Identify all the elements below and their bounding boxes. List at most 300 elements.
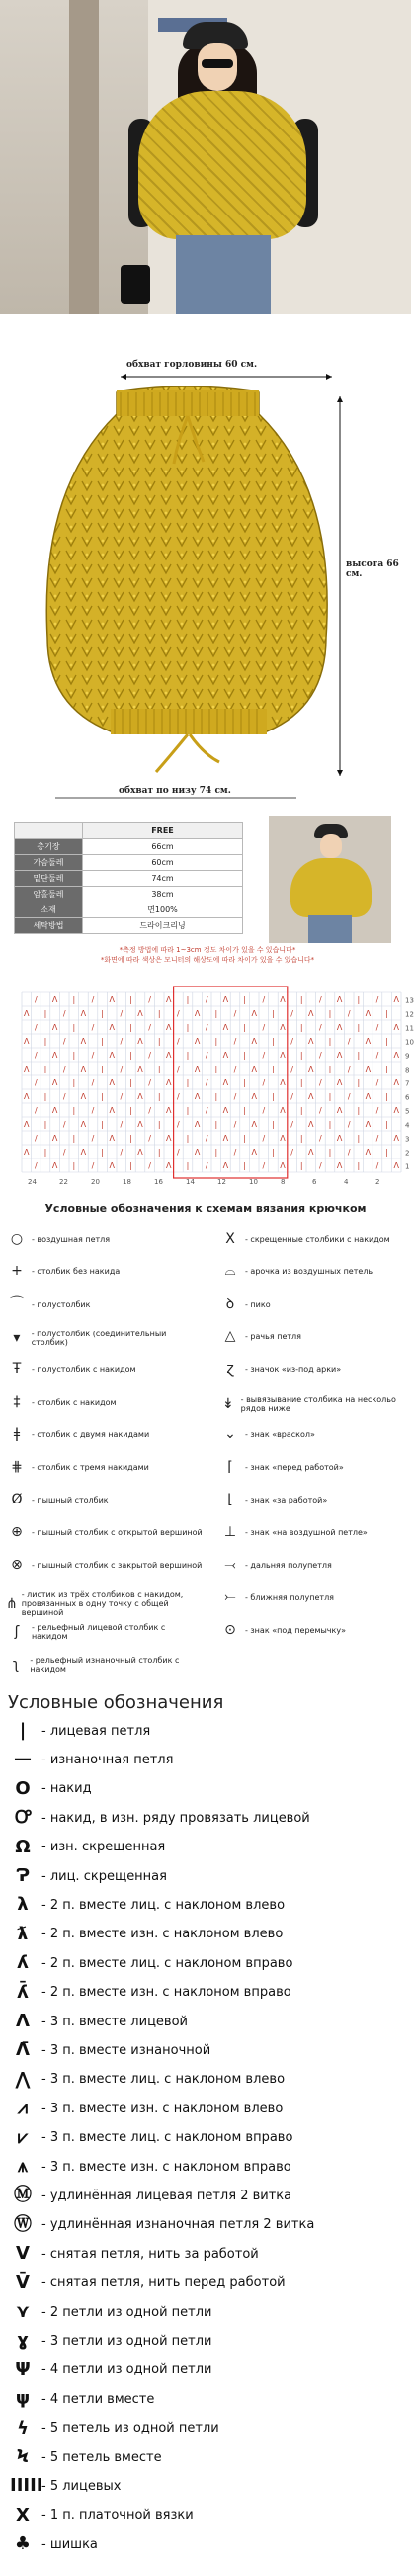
chart-stitch-mark: | — [129, 1051, 132, 1061]
chart-stitch-mark: / — [148, 1051, 151, 1061]
stitch-symbol-icon: ⊙ — [224, 1622, 236, 1638]
chart-stitch-mark: / — [148, 1078, 151, 1088]
chart-stitch-mark: | — [299, 995, 303, 1005]
legend2-item — [10, 2332, 405, 2350]
legend2-item — [10, 2303, 405, 2321]
chart-stitch-mark: | — [328, 1065, 332, 1074]
chart-row-number: 11 — [405, 1024, 414, 1033]
legend2-label: - 2 п. вместе изн. с наклоном влево — [42, 1927, 284, 1942]
legend2-item — [10, 2245, 405, 2263]
legend2-item — [10, 1836, 405, 1857]
chart-stitch-mark: | — [243, 1106, 246, 1116]
legend1-label: - ближняя полупетля — [245, 1592, 334, 1602]
legend1-item — [6, 1297, 204, 1311]
legend1-label: - полустолбик — [32, 1299, 91, 1309]
stitch-symbol-icon: ⌊ — [227, 1492, 233, 1507]
chart-stitch-mark: | — [186, 1023, 190, 1033]
chart-stitch-mark: / — [262, 1161, 266, 1171]
stitch-symbol-icon: ⌒ — [10, 1296, 24, 1312]
legend1-item — [6, 1362, 204, 1376]
chart-stitch-mark: | — [186, 1161, 190, 1171]
neck-measurement-label: обхват горловины 60 см. — [126, 360, 258, 370]
stitch-symbol-icon: ʅ — [12, 1657, 20, 1673]
chart-stitch-mark: | — [186, 1134, 190, 1144]
legend2-label: - 3 п. вместе изнаночной — [42, 2042, 211, 2058]
chart-stitch-mark: Λ — [280, 1106, 286, 1116]
chart-stitch-mark: | — [43, 1148, 47, 1158]
legend2-item — [10, 1954, 405, 1972]
chart-stitch-mark: / — [62, 1037, 66, 1047]
chart-stitch-mark: Λ — [80, 1009, 87, 1019]
chart-stitch-mark: | — [357, 1078, 361, 1088]
chart-col-number: 4 — [344, 1178, 349, 1186]
legend2-item — [10, 2213, 405, 2235]
stitch-symbol-icon: Ŧ — [12, 1361, 22, 1377]
chart-stitch-mark: Λ — [166, 1134, 172, 1144]
chart-stitch-mark: Λ — [80, 1037, 87, 1047]
chart-stitch-mark: / — [290, 1092, 293, 1102]
chart-stitch-mark: | — [299, 1106, 303, 1116]
legend2-label: - накид, в изн. ряду провязать лицевой — [42, 1810, 310, 1826]
chart-col-number: 6 — [312, 1178, 317, 1186]
chart-stitch-mark: Λ — [280, 1134, 286, 1144]
chart-stitch-mark: Λ — [80, 1120, 87, 1130]
legend2-item — [10, 1981, 405, 2003]
chart-stitch-mark: Λ — [166, 1023, 172, 1033]
chart-stitch-mark: | — [385, 1148, 388, 1158]
legend2-label: - снятая петля, нить перед работой — [42, 2275, 286, 2291]
stitch-symbol-icon: ⊗ — [11, 1557, 23, 1573]
table-row: 총기장 66cm — [15, 839, 243, 855]
chart-stitch-mark: / — [233, 1037, 237, 1047]
legend1-label: - арочка из воздушных петель — [245, 1266, 374, 1276]
chart-col-number: 24 — [28, 1178, 37, 1186]
legend2-label: - удлинённая изнаночная петля 2 витка — [42, 2217, 315, 2233]
chart-stitch-mark: / — [347, 1092, 351, 1102]
legend1-item — [219, 1558, 407, 1572]
chart-stitch-mark: | — [272, 1065, 275, 1074]
chart-stitch-mark: | — [243, 1161, 246, 1171]
chart-stitch-mark: | — [214, 1120, 218, 1130]
chart-stitch-mark: Λ — [109, 1106, 115, 1116]
knit-symbol-icon: ɣ — [17, 2330, 29, 2352]
chart-stitch-mark: | — [357, 1161, 361, 1171]
chart-stitch-mark: / — [262, 995, 266, 1005]
size-header: FREE — [83, 823, 243, 839]
chart-stitch-mark: Λ — [166, 1106, 172, 1116]
chart-stitch-mark: | — [43, 1037, 47, 1047]
chart-row-number: 9 — [405, 1052, 410, 1061]
chart-stitch-mark: Λ — [308, 1148, 314, 1158]
chart-stitch-mark: Λ — [393, 995, 399, 1005]
chart-stitch-mark: | — [157, 1009, 161, 1019]
chart-stitch-mark: | — [272, 1092, 275, 1102]
chart-stitch-mark: / — [148, 1023, 151, 1033]
legend1-label: - столбик с накидом — [32, 1397, 117, 1407]
chart-stitch-mark: / — [205, 1106, 208, 1116]
legend1-item — [219, 1330, 407, 1343]
chart-stitch-mark: Λ — [109, 1051, 115, 1061]
chart-stitch-mark: | — [272, 1120, 275, 1130]
stitch-symbol-icon: ⌄ — [224, 1426, 236, 1442]
chart-stitch-mark: Λ — [393, 1078, 399, 1088]
chart-stitch-mark: / — [91, 1161, 95, 1171]
chart-stitch-mark: | — [243, 1023, 246, 1033]
legend2-label: - 5 петель из одной петли — [42, 2421, 219, 2437]
chart-stitch-mark: | — [157, 1120, 161, 1130]
chart-stitch-mark: | — [157, 1148, 161, 1158]
chart-stitch-mark: Λ — [280, 1051, 286, 1061]
knit-symbol-icon: ⩗ — [17, 2126, 29, 2148]
legend2-label: - 3 п. вместе лиц. с наклоном влево — [42, 2072, 286, 2088]
chart-stitch-mark: Λ — [222, 1023, 229, 1033]
chart-stitch-mark: | — [299, 1134, 303, 1144]
legend1-item — [219, 1493, 407, 1506]
legend1-item — [6, 1525, 204, 1539]
chart-stitch-mark: Λ — [393, 1051, 399, 1061]
legend2-item — [10, 2477, 405, 2495]
knit-symbol-icon: ⋀ — [15, 2068, 31, 2090]
legend1-label: - вывязывание столбика на нескольо рядов ниже — [240, 1395, 396, 1413]
legend1-label: - воздушная петля — [32, 1234, 111, 1244]
legend1-label: - полустолбик с накидом — [32, 1364, 136, 1374]
stitch-symbol-icon: ‡ — [13, 1394, 21, 1410]
chart-stitch-mark: Λ — [222, 1161, 229, 1171]
chart-stitch-mark: / — [120, 1009, 124, 1019]
legend1-label: - знак «враскол» — [245, 1429, 315, 1439]
chart-stitch-mark: | — [214, 1037, 218, 1047]
stitch-symbol-icon: ⊕ — [11, 1524, 23, 1540]
chart-stitch-mark: | — [186, 1078, 190, 1088]
chart-stitch-mark: Λ — [24, 1120, 30, 1130]
legend2-item — [10, 1777, 405, 1799]
chart-stitch-mark: Λ — [222, 1078, 229, 1088]
legend1-label: - знак «перед работой» — [245, 1462, 344, 1472]
chart-stitch-mark: / — [205, 1023, 208, 1033]
chart-stitch-mark: | — [385, 1009, 388, 1019]
table-row: 소재 면100% — [15, 902, 243, 918]
legend2-label: - 4 петли из одной петли — [42, 2362, 212, 2378]
chart-stitch-mark: | — [357, 1134, 361, 1144]
chart-stitch-mark: / — [91, 1078, 95, 1088]
chart-stitch-mark: / — [375, 1078, 379, 1088]
chart-stitch-mark: Λ — [336, 1106, 343, 1116]
chart-stitch-mark: / — [375, 1051, 379, 1061]
legend1-item — [219, 1590, 407, 1604]
chart-stitch-mark: / — [262, 1106, 266, 1116]
chart-stitch-mark: / — [62, 1148, 66, 1158]
chart-stitch-mark: Λ — [166, 1051, 172, 1061]
chart-stitch-mark: / — [319, 995, 322, 1005]
chart-col-number: 18 — [123, 1178, 131, 1186]
chart-stitch-mark: | — [243, 1078, 246, 1088]
legend1-label: - знак «под перемычку» — [245, 1625, 346, 1635]
chart-stitch-mark: / — [233, 1065, 237, 1074]
chart-stitch-mark: / — [205, 995, 208, 1005]
chart-stitch-mark: / — [148, 1134, 151, 1144]
chart-stitch-mark: Λ — [24, 1037, 30, 1047]
legend1-label: - рачья петля — [245, 1331, 301, 1341]
chart-stitch-mark: | — [385, 1120, 388, 1130]
chart-stitch-mark: / — [148, 1106, 151, 1116]
legend2-title: Условные обозначения — [8, 1692, 224, 1713]
chart-stitch-mark: Λ — [109, 995, 115, 1005]
knit-symbol-icon: O — [15, 1777, 31, 1799]
chart-stitch-mark: / — [319, 1161, 322, 1171]
chart-stitch-mark: | — [385, 1065, 388, 1074]
stitch-symbol-icon: ⊥ — [223, 1524, 237, 1540]
legend2-item — [10, 2535, 405, 2553]
legend2-label: - накид — [42, 1781, 92, 1797]
chart-stitch-mark: | — [129, 995, 132, 1005]
chart-stitch-mark: | — [385, 1092, 388, 1102]
chart-stitch-mark: / — [35, 1051, 38, 1061]
legend2-label: - изнаночная петля — [42, 1752, 174, 1767]
chart-stitch-mark: Λ — [222, 1051, 229, 1061]
chart-stitch-mark: Λ — [308, 1065, 314, 1074]
chart-row-number: 6 — [405, 1093, 410, 1102]
chart-stitch-mark: / — [375, 1134, 379, 1144]
legend2-label: - 2 п. вместе лиц. с наклоном вправо — [42, 1955, 293, 1971]
chart-stitch-mark: / — [347, 1148, 351, 1158]
chart-stitch-mark: | — [186, 1051, 190, 1061]
chart-stitch-mark: / — [62, 1009, 66, 1019]
legend2-item — [10, 2361, 405, 2379]
table-row: 가슴둘레 60cm — [15, 855, 243, 871]
chart-stitch-mark: Λ — [393, 1106, 399, 1116]
legend2-item — [10, 2013, 405, 2030]
chart-stitch-mark: | — [272, 1009, 275, 1019]
legend2-label: - 5 петель вместе — [42, 2449, 162, 2465]
legend1-label: - скрещенные столбики с накидом — [245, 1234, 390, 1244]
legend2-label: - удлинённая лицевая петля 2 витка — [42, 2188, 292, 2203]
stitch-symbol-icon: ⌓ — [224, 1263, 236, 1279]
knit-symbol-icon: X — [16, 2504, 30, 2526]
table-row: 세탁방법 드라이크리닝 — [15, 918, 243, 934]
bottom-measurement-label: обхват по низу 74 см. — [119, 786, 231, 796]
chart-stitch-mark: | — [299, 1023, 303, 1033]
legend1-label: - знак «за работой» — [245, 1495, 328, 1504]
chart-stitch-mark: / — [262, 1134, 266, 1144]
chart-stitch-mark: Λ — [251, 1148, 257, 1158]
chart-stitch-mark: Λ — [24, 1092, 30, 1102]
chart-stitch-mark: / — [262, 1023, 266, 1033]
chart-stitch-mark: | — [243, 995, 246, 1005]
legend2-item — [10, 1751, 405, 1768]
chart-stitch-mark: | — [299, 1051, 303, 1061]
legend2-label: - 3 п. вместе лиц. с наклоном вправо — [42, 2130, 293, 2146]
chart-stitch-mark: Λ — [109, 1023, 115, 1033]
chart-stitch-mark: Λ — [365, 1009, 372, 1019]
chart-stitch-mark: | — [357, 1051, 361, 1061]
legend2-label: - лиц. скрещенная — [42, 1868, 167, 1884]
stitch-symbol-icon: ꝺ — [225, 1296, 235, 1312]
legend2-label: - 5 лицевых — [42, 2478, 122, 2494]
chart-stitch-mark: / — [290, 1148, 293, 1158]
chart-stitch-mark: | — [101, 1009, 104, 1019]
chart-stitch-mark: / — [62, 1120, 66, 1130]
knit-symbol-icon: Λ̄ — [16, 2039, 30, 2061]
chart-stitch-mark: Λ — [137, 1120, 143, 1130]
stitch-symbol-icon: ʃ — [14, 1624, 20, 1640]
chart-col-number: 22 — [59, 1178, 68, 1186]
chart-stitch-mark: Λ — [51, 1078, 58, 1088]
chart-stitch-mark: | — [43, 1009, 47, 1019]
stitch-symbol-icon: ⋔ — [6, 1595, 18, 1612]
legend1-label: - столбик с двумя накидами — [32, 1429, 150, 1439]
legend2-label: - 3 п. вместе изн. с наклоном вправо — [42, 2159, 291, 2175]
legend1-label: - рельефный лицевой столбик с накидом — [31, 1623, 166, 1641]
chart-stitch-mark: Λ — [393, 1161, 399, 1171]
chart-stitch-mark: Λ — [137, 1037, 143, 1047]
chart-row-number: 10 — [405, 1038, 414, 1047]
stitch-symbol-icon: X — [225, 1231, 235, 1246]
note-color: *화면에 따라 색상은 모니터의 해상도에 따라 차이가 있을 수 있습니다* — [100, 956, 315, 964]
legend1-item — [219, 1395, 407, 1413]
legend2-item — [10, 2390, 405, 2408]
chart-stitch-mark: | — [272, 1148, 275, 1158]
chart-stitch-mark: | — [186, 995, 190, 1005]
chart-stitch-mark: / — [319, 1051, 322, 1061]
chart-stitch-mark: / — [91, 1134, 95, 1144]
legend1-label: - столбик без накида — [32, 1266, 121, 1276]
chart-col-number: 2 — [375, 1178, 380, 1186]
chart-stitch-mark: Λ — [336, 1161, 343, 1171]
chart-row-number: 7 — [405, 1079, 410, 1088]
chart-stitch-mark: Λ — [166, 1078, 172, 1088]
chart-stitch-mark: / — [120, 1148, 124, 1158]
legend1-label: - дальняя полупетля — [245, 1560, 332, 1570]
legend1-item — [219, 1623, 407, 1637]
stitch-symbol-icon: ▾ — [13, 1331, 21, 1346]
chart-row-number: 12 — [405, 1010, 414, 1019]
stitch-symbol-icon: △ — [224, 1329, 236, 1344]
chart-stitch-mark: | — [328, 1092, 332, 1102]
chart-stitch-mark: / — [233, 1120, 237, 1130]
legend2-item — [10, 2158, 405, 2176]
chart-stitch-mark: / — [375, 995, 379, 1005]
legend1-item — [6, 1330, 204, 1347]
chart-stitch-mark: / — [177, 1148, 180, 1158]
chart-stitch-mark: / — [347, 1037, 351, 1047]
chart-stitch-mark: Λ — [393, 1134, 399, 1144]
legend1-item — [6, 1264, 204, 1278]
chart-stitch-mark: | — [328, 1037, 332, 1047]
chart-stitch-mark: Λ — [308, 1009, 314, 1019]
chart-stitch-mark: | — [72, 1051, 76, 1061]
chart-row-number: 8 — [405, 1066, 410, 1074]
chart-stitch-mark: Λ — [336, 1023, 343, 1033]
legend1-item — [219, 1297, 407, 1311]
chart-stitch-mark: Λ — [194, 1148, 201, 1158]
chart-stitch-mark: | — [72, 995, 76, 1005]
chart-stitch-mark: | — [357, 1023, 361, 1033]
stitch-symbol-icon: + — [11, 1263, 23, 1279]
chart-stitch-mark: | — [129, 1134, 132, 1144]
chart-stitch-mark: / — [148, 1161, 151, 1171]
knit-symbol-icon: Ψ — [15, 2359, 31, 2380]
stitch-symbol-icon: ⋕ — [11, 1459, 23, 1475]
chart-stitch-mark: Λ — [166, 995, 172, 1005]
model-photo — [0, 0, 411, 314]
legend2-item — [10, 1923, 405, 1944]
chart-stitch-mark: Λ — [336, 1078, 343, 1088]
legend2-item — [10, 2272, 405, 2293]
knit-symbol-icon: Ⓦ — [14, 2213, 32, 2235]
legend1-label: - значок «из-под арки» — [245, 1364, 342, 1374]
size-table — [14, 822, 243, 934]
legend1-item — [6, 1427, 204, 1441]
chart-stitch-mark: Λ — [194, 1009, 201, 1019]
chart-stitch-mark: / — [35, 995, 38, 1005]
chart-stitch-mark: | — [214, 1009, 218, 1019]
chart-stitch-mark: | — [129, 1023, 132, 1033]
chart-stitch-mark: | — [214, 1148, 218, 1158]
legend1-label: - пышный столбик с закрытой вершиной — [32, 1560, 203, 1570]
chart-stitch-mark: | — [357, 1106, 361, 1116]
legend1-label: - пышный столбик — [32, 1495, 109, 1504]
chart-stitch-mark: / — [290, 1120, 293, 1130]
chart-stitch-mark: Λ — [166, 1161, 172, 1171]
chart-stitch-mark: Λ — [194, 1120, 201, 1130]
chart-stitch-mark: / — [91, 1051, 95, 1061]
stitch-symbol-icon: ǂ — [13, 1426, 21, 1442]
chart-stitch-mark: Λ — [51, 1023, 58, 1033]
chart-stitch-mark: Λ — [308, 1120, 314, 1130]
legend1-item — [219, 1525, 407, 1539]
chart-stitch-mark: / — [177, 1065, 180, 1074]
chart-row-number: 13 — [405, 996, 414, 1005]
chart-stitch-mark: Λ — [336, 1051, 343, 1061]
legend2-item — [10, 1896, 405, 1914]
legend2-item — [10, 1809, 405, 1827]
chart-stitch-mark: Λ — [194, 1037, 201, 1047]
crochet-chart — [4, 979, 414, 1188]
chart-stitch-mark: | — [72, 1078, 76, 1088]
chart-stitch-mark: / — [319, 1078, 322, 1088]
chart-stitch-mark: Λ — [24, 1065, 30, 1074]
legend1-label: - знак «на воздушной петле» — [245, 1527, 368, 1537]
chart-stitch-mark: | — [299, 1078, 303, 1088]
legend1-item — [6, 1460, 204, 1474]
legend2-label: - 3 п. вместе изн. с наклоном влево — [42, 2101, 284, 2116]
legend1-label: - листик из трёх столбиков с накидом, провязанных в одну точку с общей вершиной — [21, 1590, 184, 1617]
stitch-symbol-icon: ⤚ — [224, 1589, 236, 1605]
chart-stitch-mark: Λ — [80, 1065, 87, 1074]
knit-symbol-icon: | — [19, 1720, 27, 1741]
chart-stitch-mark: | — [157, 1065, 161, 1074]
chart-stitch-mark: / — [319, 1106, 322, 1116]
chart-stitch-mark: | — [186, 1106, 190, 1116]
chart-stitch-mark: | — [328, 1148, 332, 1158]
knit-symbol-icon: V̄ — [16, 2272, 30, 2293]
chart-stitch-mark: | — [328, 1120, 332, 1130]
legend2-item — [10, 2126, 405, 2148]
chart-stitch-mark: Λ — [109, 1161, 115, 1171]
chart-stitch-mark: Λ — [280, 1078, 286, 1088]
chart-stitch-mark: | — [299, 1161, 303, 1171]
knit-symbol-icon: Ω — [15, 1836, 31, 1857]
legend2-item — [10, 2068, 405, 2090]
chart-stitch-mark: / — [91, 1106, 95, 1116]
legend2-item — [10, 2100, 405, 2117]
chart-stitch-mark: Λ — [137, 1148, 143, 1158]
chart-row-number: 2 — [405, 1149, 410, 1158]
chart-stitch-mark: | — [129, 1106, 132, 1116]
chart-stitch-mark: Λ — [336, 1134, 343, 1144]
chart-stitch-mark: / — [35, 1078, 38, 1088]
chart-stitch-mark: Λ — [194, 1065, 201, 1074]
